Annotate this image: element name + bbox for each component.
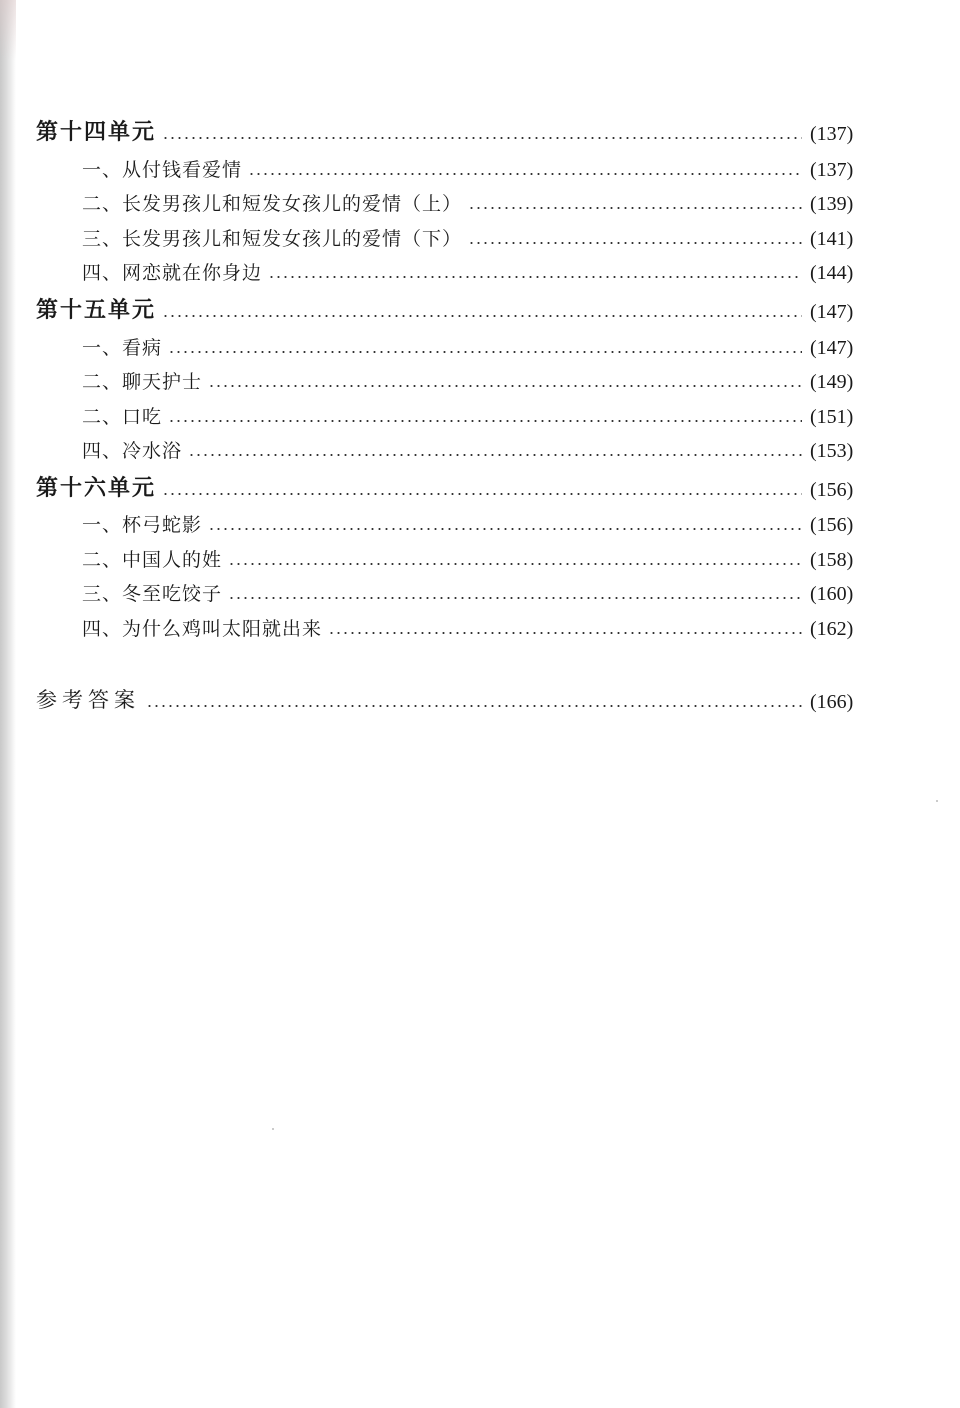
toc-entry-title: 参考答案 <box>36 688 140 712</box>
toc-entry-page: (162) <box>810 618 854 640</box>
toc-entry-page: (153) <box>810 440 854 462</box>
toc-entry-page: (141) <box>810 228 854 250</box>
toc-item[interactable] <box>0 611 960 641</box>
spine-tint <box>0 0 16 60</box>
scan-speck <box>936 800 938 802</box>
toc-entry-page: (137) <box>810 159 854 181</box>
toc-entry-page: (156) <box>810 514 854 536</box>
toc-entry-page: (166) <box>810 691 854 713</box>
toc-entry-title: 四、冷水浴 <box>82 440 183 462</box>
toc-entry-title: 二、中国人的姓 <box>82 549 223 571</box>
scan-speck <box>272 1128 274 1130</box>
dot-leader <box>146 704 802 708</box>
toc-item[interactable] <box>0 152 960 182</box>
toc-entry-page: (147) <box>810 301 854 323</box>
dot-leader <box>162 492 802 496</box>
dot-leader <box>468 241 802 245</box>
toc-item[interactable] <box>0 364 960 394</box>
toc-item[interactable] <box>0 542 960 572</box>
toc-reference-answers[interactable] <box>0 684 960 714</box>
toc-item[interactable] <box>0 221 960 251</box>
dot-leader <box>208 384 802 388</box>
toc-item[interactable] <box>0 433 960 463</box>
dot-leader <box>248 172 802 176</box>
dot-leader <box>168 350 802 354</box>
toc-unit-16[interactable] <box>0 472 960 502</box>
toc-entry-title: 第十四单元 <box>36 120 157 145</box>
toc-entry-title: 二、长发男孩儿和短发女孩儿的爱情（上） <box>82 193 463 215</box>
toc-entry-title: 二、聊天护士 <box>82 371 203 393</box>
toc-entry-page: (137) <box>810 123 854 145</box>
dot-leader <box>268 275 802 279</box>
toc-item[interactable] <box>0 399 960 429</box>
toc-entry-title: 第十六单元 <box>36 476 157 501</box>
toc-entry-page: (156) <box>810 479 854 501</box>
dot-leader <box>162 314 802 318</box>
toc-item[interactable] <box>0 576 960 606</box>
toc-entry-page: (151) <box>810 406 854 428</box>
dot-leader <box>328 631 802 635</box>
toc-item[interactable] <box>0 255 960 285</box>
toc-entry-title: 三、冬至吃饺子 <box>82 583 223 605</box>
toc-entry-page: (147) <box>810 337 854 359</box>
dot-leader <box>168 419 802 423</box>
dot-leader <box>208 527 802 531</box>
toc-unit-14[interactable] <box>0 116 960 146</box>
toc-entry-page: (144) <box>810 262 854 284</box>
toc-entry-page: (160) <box>810 583 854 605</box>
toc-entry-page: (158) <box>810 549 854 571</box>
dot-leader <box>188 453 802 457</box>
toc-entry-title: 一、杯弓蛇影 <box>82 514 203 536</box>
toc-entry-title: 三、长发男孩儿和短发女孩儿的爱情（下） <box>82 228 463 250</box>
toc-item[interactable] <box>0 330 960 360</box>
dot-leader <box>162 136 802 140</box>
toc-unit-15[interactable] <box>0 294 960 324</box>
toc-entry-page: (139) <box>810 193 854 215</box>
toc-entry-title: 第十五单元 <box>36 298 157 323</box>
toc-entry-title: 一、看病 <box>82 337 163 359</box>
toc-entry-title: 四、网恋就在你身边 <box>82 262 263 284</box>
dot-leader <box>228 596 802 600</box>
toc-entry-title: 一、从付钱看爱情 <box>82 159 243 181</box>
dot-leader <box>468 206 802 210</box>
toc-item[interactable] <box>0 186 960 216</box>
toc-entry-title: 二、口吃 <box>82 406 163 428</box>
dot-leader <box>228 562 802 566</box>
toc-entry-title: 四、为什么鸡叫太阳就出来 <box>82 618 323 640</box>
toc-entry-page: (149) <box>810 371 854 393</box>
toc-item[interactable] <box>0 507 960 537</box>
